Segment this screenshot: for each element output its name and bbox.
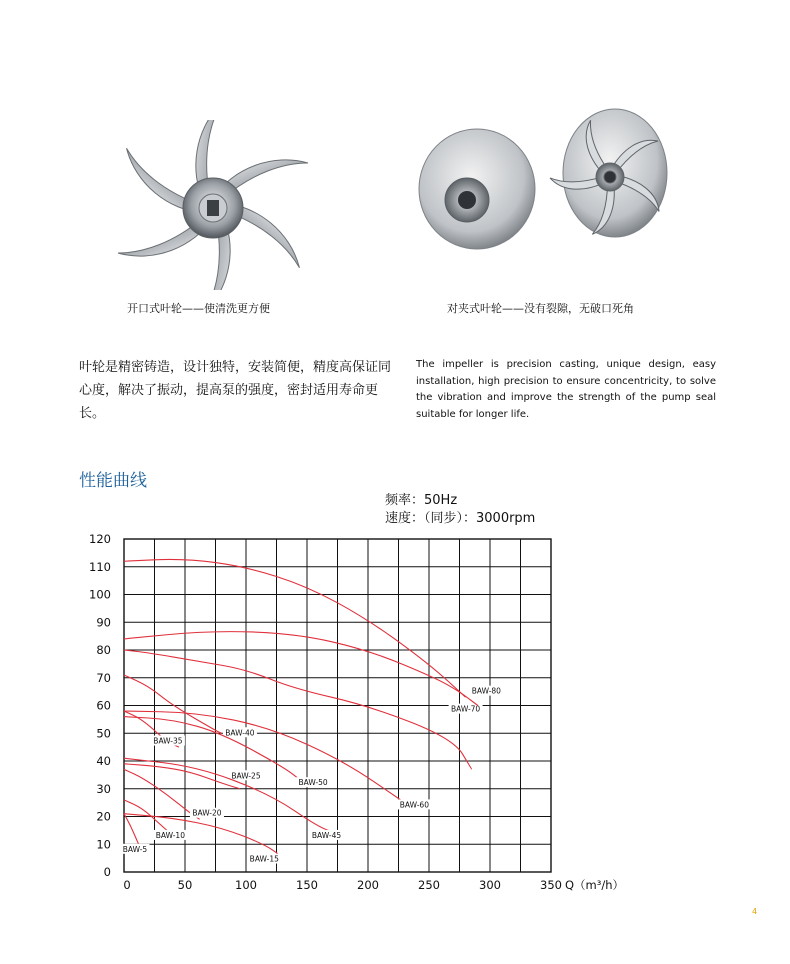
series-label: BAW-15: [249, 854, 279, 864]
series-label: BAW-40: [225, 728, 255, 738]
series-label: BAW-50: [298, 778, 328, 788]
section-title: 性能曲线: [79, 471, 147, 491]
series-curve: [124, 758, 338, 833]
description-en: The impeller is precision casting, unique design, easy installation, high precision to ensure concentricity, to solve the vibration and improve the strength of the pump seal suitable for longer life.: [416, 359, 716, 420]
performance-chart-svg: [0, 525, 790, 900]
series-label: BAW-20: [192, 808, 222, 818]
y-tick-label: 10: [96, 837, 111, 852]
open-impeller-image: [95, 120, 325, 290]
y-tick-label: 60: [96, 698, 111, 713]
x-tick-label: 300: [479, 878, 501, 892]
series-label: BAW-70: [450, 704, 481, 714]
series-curve: [124, 650, 472, 769]
speed-label: 速度：（同步）：3000rpm: [385, 511, 536, 526]
y-tick-label: 120: [89, 532, 111, 546]
series-label: BAW-45: [311, 830, 342, 840]
y-tick-label: 70: [96, 670, 111, 685]
series-label: BAW-80: [471, 686, 501, 696]
y-tick-label: 30: [96, 781, 111, 796]
y-tick-label: 20: [96, 809, 111, 824]
series-curve: [124, 675, 222, 733]
closed-impeller-image: [415, 105, 675, 255]
y-tick-label: 110: [89, 559, 111, 574]
x-tick-label: 350: [540, 878, 562, 892]
description-cn: 叶轮是精密铸造，设计独特，安装简便，精度高保证同心度，解决了振动，提高泵的强度，密封适用寿命更长。: [79, 360, 392, 421]
x-tick-label: 100: [235, 878, 257, 892]
y-tick-label: 100: [89, 587, 111, 602]
y-tick-label: 50: [96, 726, 111, 741]
series-label: BAW-10: [155, 830, 185, 840]
series-label: BAW-5: [122, 844, 148, 854]
open-impeller-caption: 开口式叶轮——使清洗更方便: [127, 302, 270, 315]
y-tick-label: 80: [96, 643, 111, 657]
series-label: BAW-35: [153, 736, 183, 746]
x-axis-label: Q（m³/h）: [565, 878, 625, 892]
performance-chart: [0, 525, 790, 900]
series-label: BAW-60: [399, 800, 429, 810]
x-tick-label: 200: [357, 878, 379, 892]
series-label: BAW-25: [231, 771, 261, 781]
y-tick-label: 90: [96, 615, 111, 630]
y-tick-label: 40: [96, 754, 111, 768]
series-curve: [124, 559, 466, 697]
series-curve: [124, 717, 301, 781]
y-tick-label: 0: [103, 865, 111, 879]
closed-impeller-caption: 对夹式叶轮——没有裂隙，无破口死角: [447, 302, 634, 315]
series-curve: [124, 632, 478, 706]
frequency-label: 频率：50Hz: [385, 493, 458, 508]
x-tick-label: 250: [418, 878, 440, 892]
series-curve: [124, 769, 200, 819]
page-number: 4: [752, 907, 758, 916]
x-tick-label: 150: [296, 878, 318, 892]
x-tick-label: 50: [177, 878, 193, 892]
x-tick-label: 0: [123, 878, 131, 892]
